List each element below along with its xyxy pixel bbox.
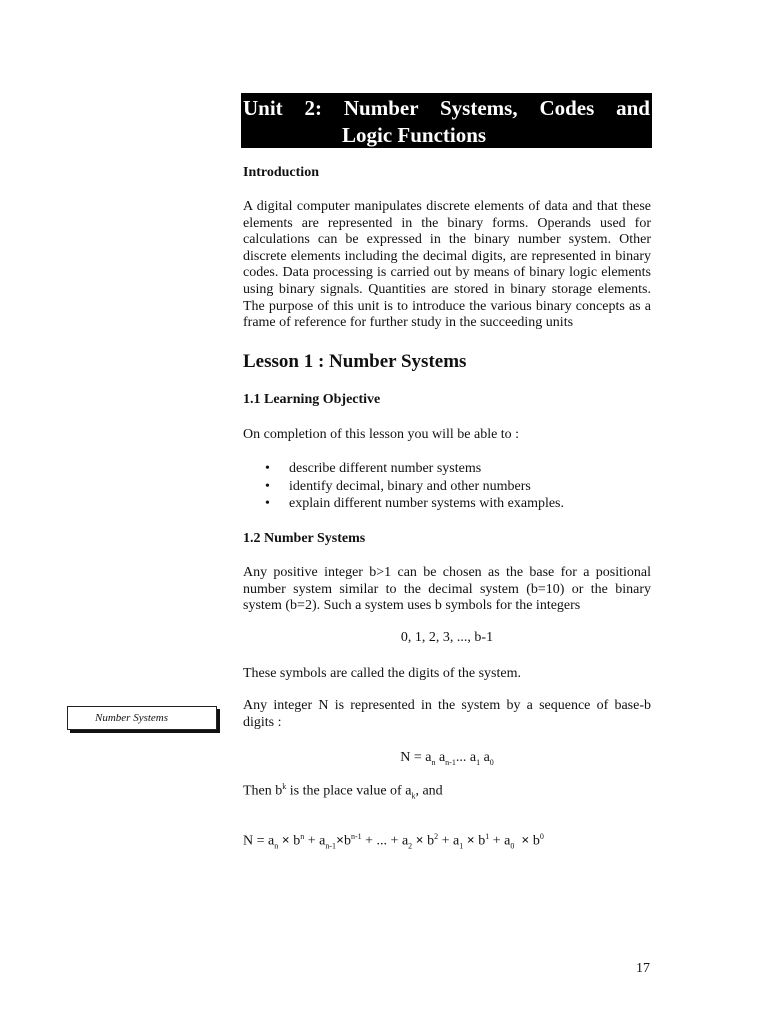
introduction-paragraph: A digital computer manipulates discrete elements of data and that these elements are represented in the binary forms. Operands used for calculations can be expressed in the binary number system. Other discrete elements including the decimal digits, are represented in binary codes. Data processing is carried out by means of binary logic elements using binary signals. Quantities are stored in binary storage elements. The purpose of this unit is to introduce the various binary concepts as a frame of reference for further study in the succeeding units <box>243 199 651 331</box>
number-systems-paragraph: Any positive integer b>1 can be chosen as the base for a positional number system similar to the decimal system (b=10) or the binary system (b=2). Such a system uses b symbols for the integers <box>243 565 651 614</box>
objective-heading: 1.1 Learning Objective <box>243 392 381 407</box>
sequence-formula: $N = a_n$ $a_{n-1}$... $a_1$ $a_0$ <box>400 750 494 767</box>
introduction-heading: Introduction <box>243 165 319 180</box>
expansion-formula: $N = a_n \times b^n + a_{n-1}\times b^{n-1}$ + ... + $a_2 \times b^2 + a_1 \times b^1 + a_0 \times b^0$ <box>243 832 544 851</box>
objective-item: • explain different number systems with examples. <box>243 495 564 513</box>
place-value-and: , and <box>415 783 443 799</box>
objective-item: • describe different number systems <box>243 460 564 478</box>
objective-item: • identify decimal, binary and other numbers <box>243 478 564 496</box>
objective-list <box>243 460 564 513</box>
digits-line: 0, 1, 2, 3, ..., b-1 <box>400 630 494 645</box>
place-value-is: is the place value of a <box>286 783 412 799</box>
place-value-k-sup: k <box>282 782 287 791</box>
place-value-k-sub: k <box>411 791 416 801</box>
unit-title-line2: Logic Functions <box>342 123 487 147</box>
margin-note-box <box>67 706 217 730</box>
page-number: 17 <box>636 961 650 976</box>
objective-lead: On completion of this lesson you will be able to : <box>243 427 520 442</box>
place-value-then: Then b <box>243 783 283 799</box>
unit-title-line1: Unit 2: Number Systems, Codes and <box>243 96 650 120</box>
unit-title <box>241 93 652 148</box>
lesson-heading: Lesson 1 : Number Systems <box>243 351 467 372</box>
number-systems-heading: 1.2 Number Systems <box>243 531 366 546</box>
digits-note: These symbols are called the digits of the system. <box>243 666 521 681</box>
margin-note-label: Number Systems <box>95 712 169 724</box>
integer-representation-text: Any integer N is represented in the system by a sequence of base-b digits : <box>243 698 651 730</box>
place-value-text <box>243 782 443 800</box>
